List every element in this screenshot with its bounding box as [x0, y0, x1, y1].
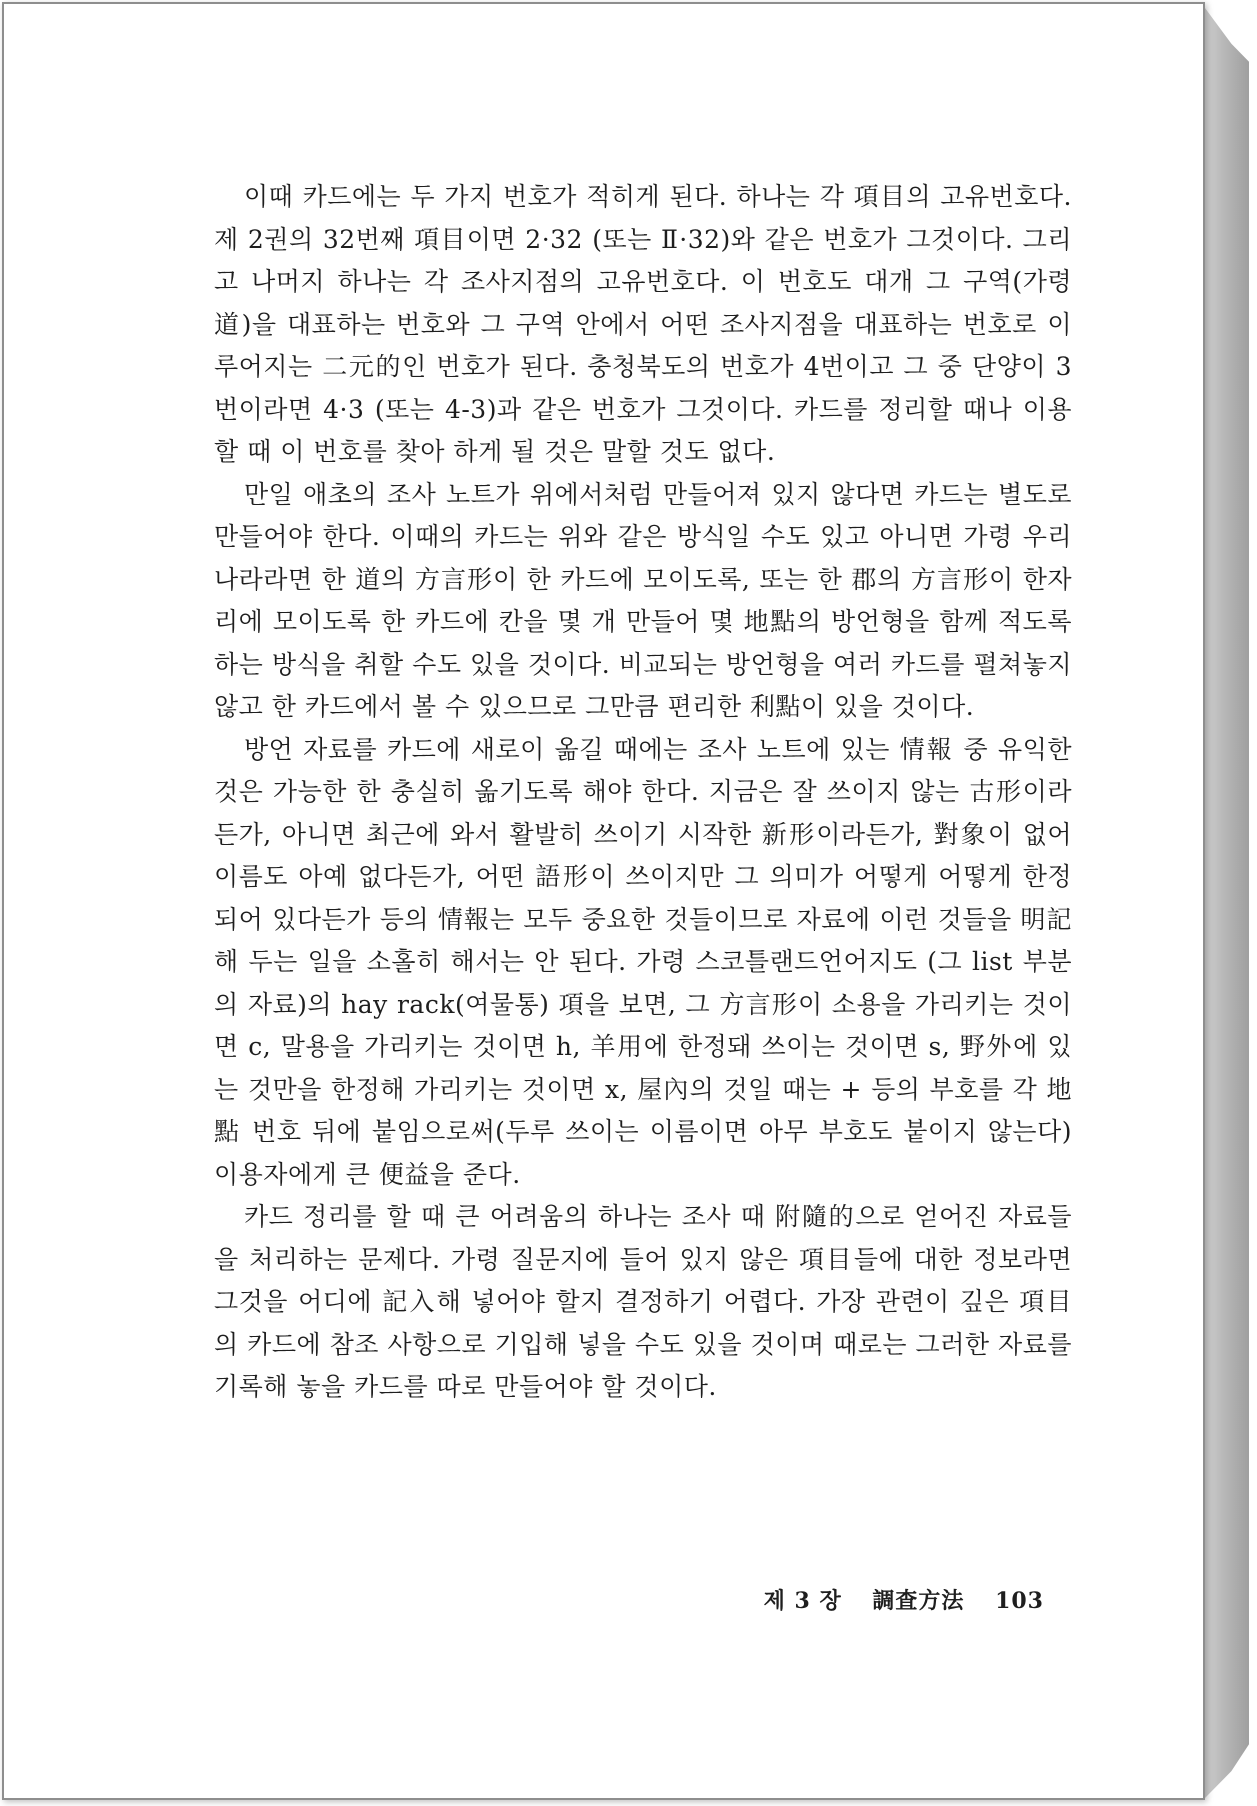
body-text — [214, 176, 1072, 1409]
paragraph-4: 카드 정리를 할 때 큰 어려움의 하나는 조사 때 附隨的으로 얻어진 자료들을 처리하는 문제다. 가령 질문지에 들어 있지 않은 項目들에 대한 정보라면 그것을 어디에 記入해 넣어야 할지 결정하기 어렵다. 가장 관련이 깊은 項目의 카드에 참조 사항으로 기입해 넣을 수도 있을 것이며 때로는 그러한 자료를 기록해 놓을 카드를 따로 만들어야 할 것이다. — [214, 1202, 1072, 1401]
paragraph-2: 만일 애초의 조사 노트가 위에서처럼 만들어져 있지 않다면 카드는 별도로 만들어야 한다. 이때의 카드는 위와 같은 방식일 수도 있고 아니면 가령 우리나라라면 한 道의 方言形이 한 카드에 모이도록, 또는 한 郡의 方言形이 한자리에 모이도록 한 카드에 칸을 몇 개 만들어 몇 地點의 방언형을 함께 적도록 하는 방식을 취할 수도 있을 것이다. 비교되는 방언형을 여러 카드를 펼쳐놓지 않고 한 카드에서 볼 수 있으므로 그만큼 편리한 利點이 있을 것이다. — [214, 479, 1072, 721]
paragraph-1: 이때 카드에는 두 가지 번호가 적히게 된다. 하나는 각 項目의 고유번호다. 제 2권의 32번째 項目이면 2·32 (또는 Ⅱ·32)와 같은 번호가 그것이다. 그리고 나머지 하나는 각 조사지점의 고유번호다. 이 번호도 대개 그 구역(가령 道)을 대표하는 번호와 그 구역 안에서 어떤 조사지점을 대표하는 번호로 이루어지는 二元的인 번호가 된다. 충청북도의 번호가 4번이고 그 중 단양이 3번이라면 4·3 (또는 4-3)과 같은 번호가 그것이다. 카드를 정리할 때나 이용할 때 이 번호를 찾아 하게 될 것은 말할 것도 없다. — [214, 182, 1072, 466]
page-stack-edge — [1205, 8, 1249, 1798]
running-footer — [604, 1584, 1044, 1615]
footer-title: 調査方法 — [872, 1588, 965, 1614]
book-page — [2, 2, 1205, 1800]
footer-chapter: 제 3 장 — [763, 1588, 842, 1614]
page-number: 103 — [995, 1588, 1044, 1614]
paragraph-3: 방언 자료를 카드에 새로이 옮길 때에는 조사 노트에 있는 情報 중 유익한 것은 가능한 한 충실히 옮기도록 해야 한다. 지금은 잘 쓰이지 않는 古形이라든가, 아니면 최근에 와서 활발히 쓰이기 시작한 新形이라든가, 對象이 없어 이름도 아예 없다든가, 어떤 語形이 쓰이지만 그 의미가 어떻게 어떻게 한정되어 있다든가 등의 情報는 모두 중요한 것들이므로 자료에 이런 것들을 明記해 두는 일을 소홀히 해서는 안 된다. 가령 스코틀랜드언어지도 (그 list 부분의 자료)의 hay rack(여물통) 項을 보면, 그 方言形이 소용을 가리키는 것이면 c, 말용을 가리키는 것이면 h, 羊用에 한정돼 쓰이는 것이면 s, 野外에 있는 것만을 한정해 가리키는 것이면 x, 屋內의 것일 때는 + 등의 부호를 각 地點 번호 뒤에 붙임으로써(두루 쓰이는 이름이면 아무 부호도 붙이지 않는다) 이용자에게 큰 便益을 준다. — [214, 734, 1072, 1189]
